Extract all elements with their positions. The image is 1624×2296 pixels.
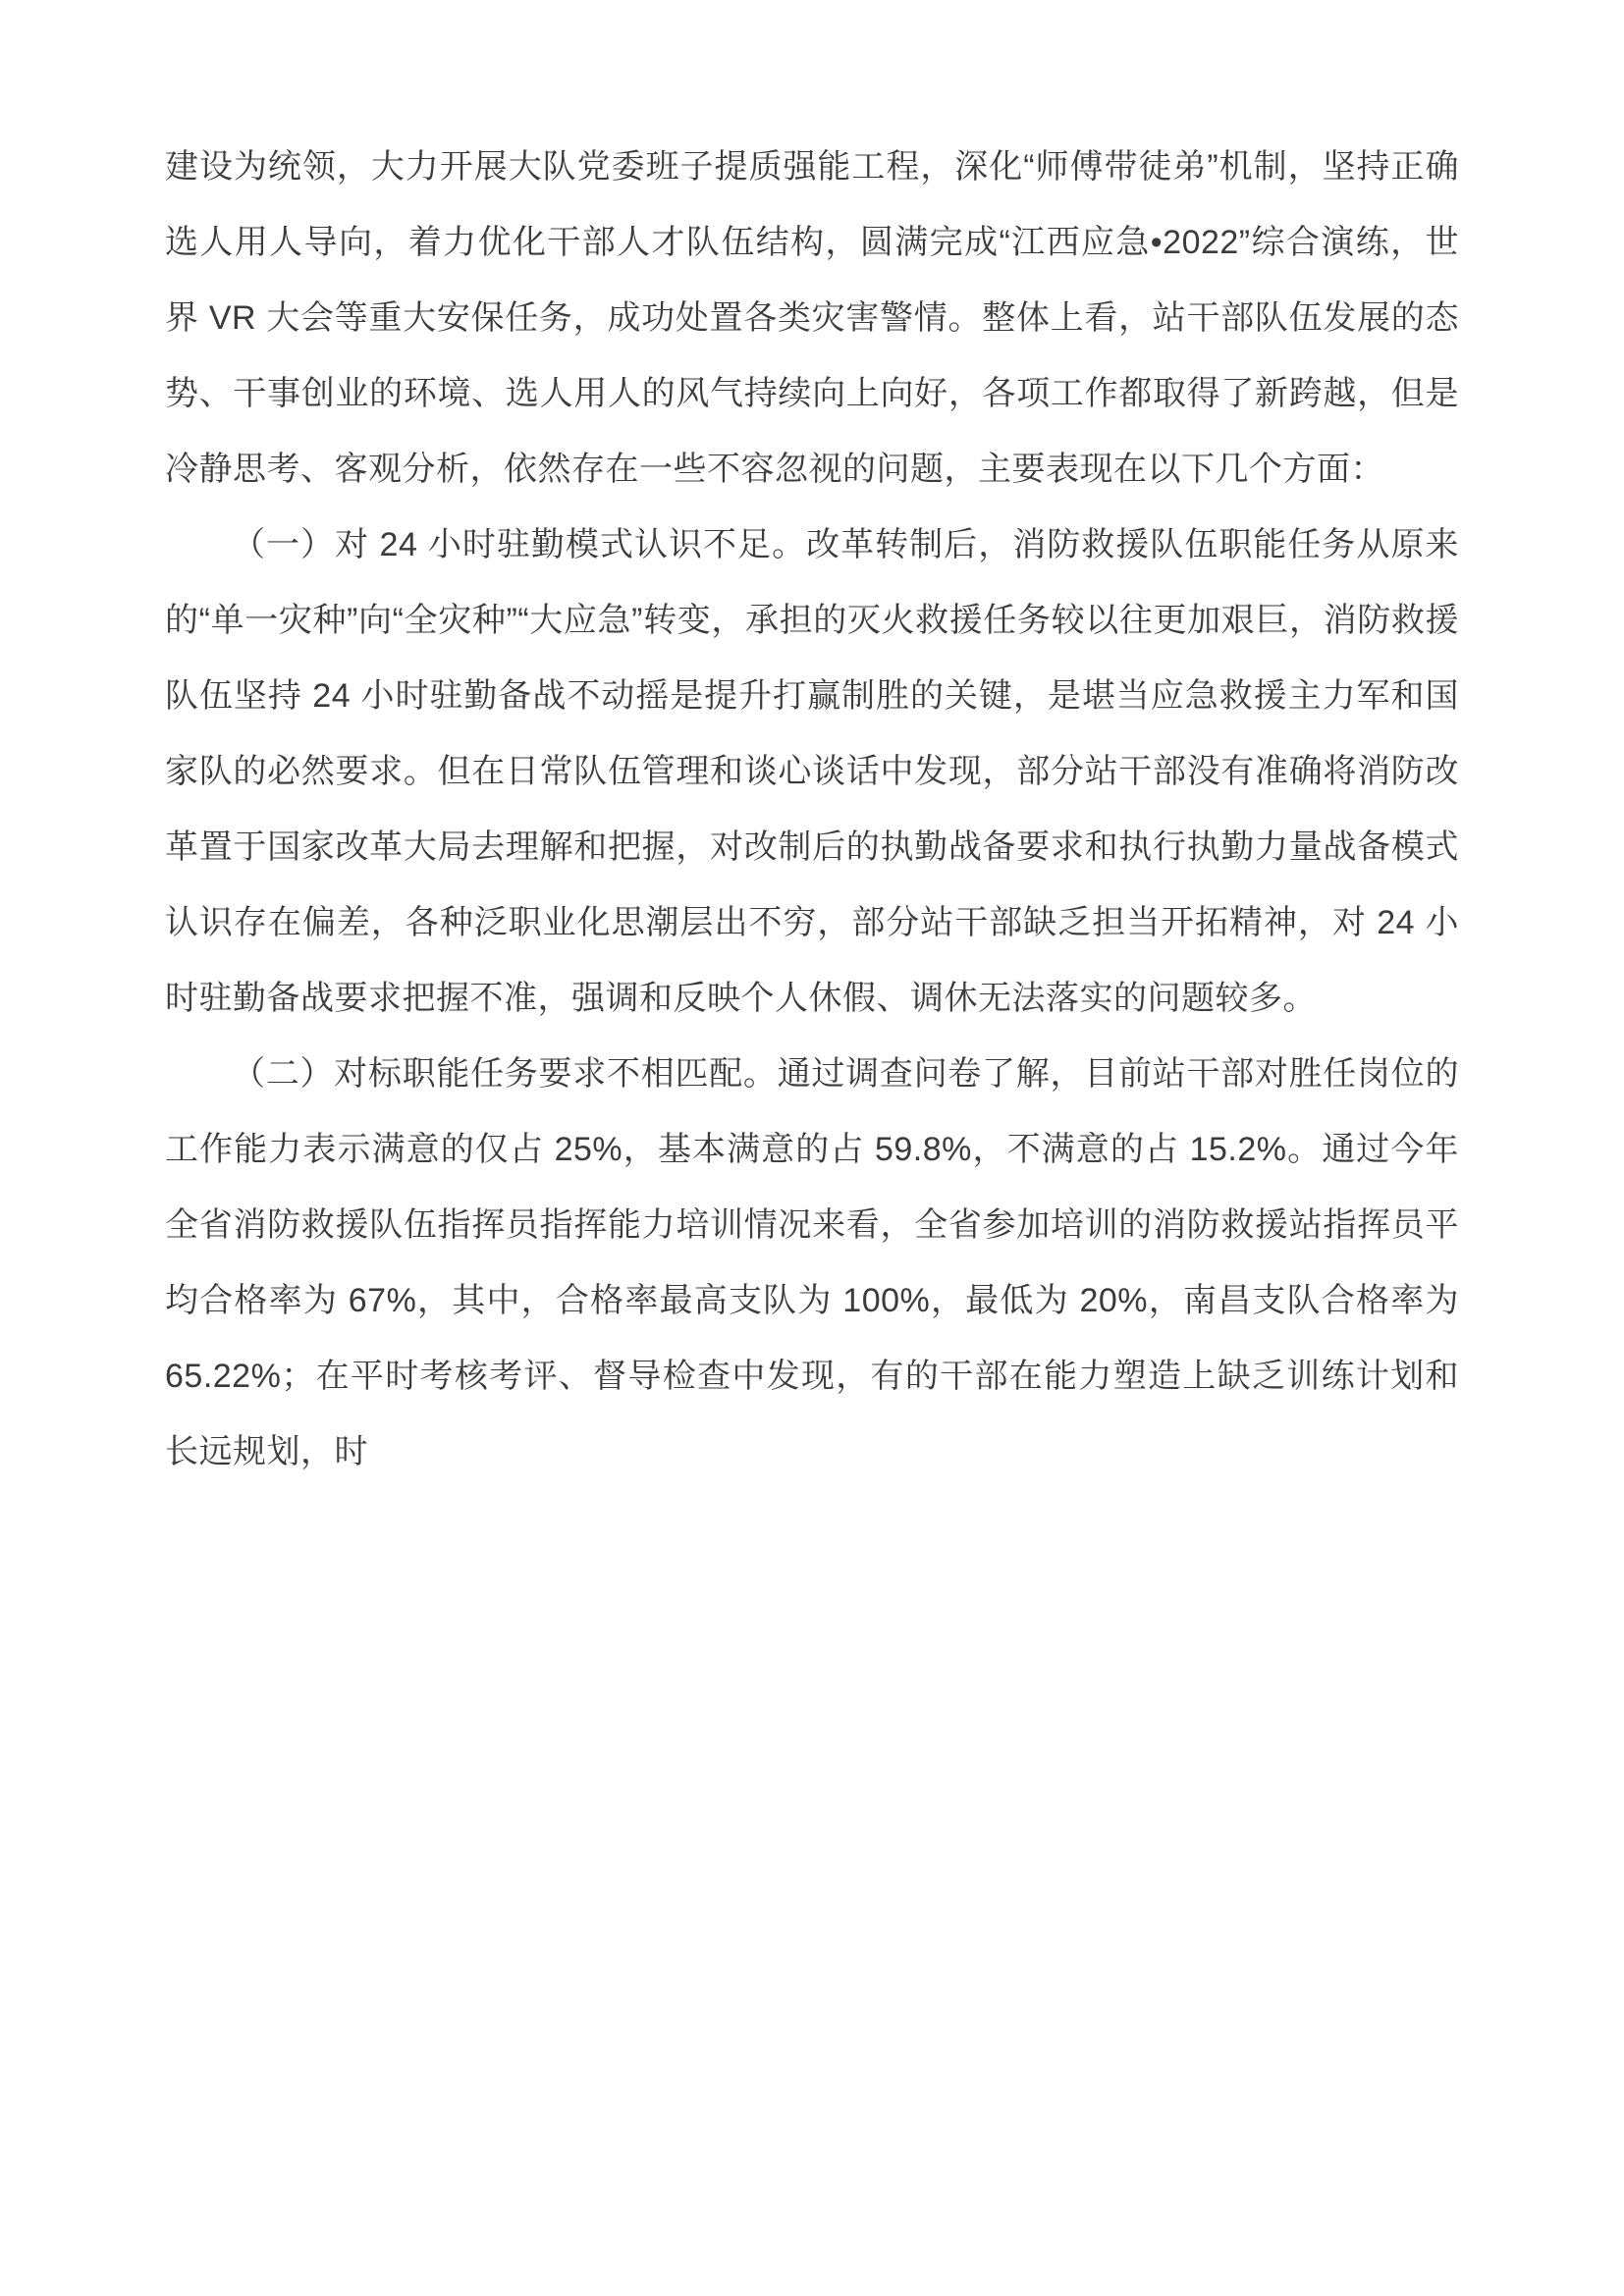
paragraph-section-1: （一）对 24 小时驻勤模式认识不足。改革转制后，消防救援队伍职能任务从原来的“单一灾种”向“全灾种”“大应急”转变，承担的灭火救援任务较以往更加艰巨，消防救援队伍坚持 24 小时驻勤备战不动摇是提升打赢制胜的关键，是堪当应急救援主力军和国家队的必然要求。但在日常队伍管理和谈心谈话中发现，部分站干部没有准确将消防改革置于国家改革大局去理解和把握，对改制后的执勤战备要求和执行执勤力量战备模式认识存在偏差，各种泛职业化思潮层出不穷，部分站干部缺乏担当开拓精神，对 24 小时驻勤备战要求把握不准，强调和反映个人休假、调休无法落实的问题较多。 bbox=[165, 526, 1459, 1017]
paragraph-continuation: 建设为统领，大力开展大队党委班子提质强能工程，深化“师傅带徒弟”机制，坚持正确选人用人导向，着力优化干部人才队伍结构，圆满完成“江西应急•2022”综合演练，世界 VR 大会等重大安保任务，成功处置各类灾害警情。整体上看，站干部队伍发展的态势、干事创业的环境、选人用人的风气持续向上向好，各项工作都取得了新跨越，但是冷静思考、客观分析，依然存在一些不容忽视的问题，主要表现在以下几个方面： bbox=[165, 148, 1459, 488]
paragraph-section-2: （二）对标职能任务要求不相匹配。通过调查问卷了解，目前站干部对胜任岗位的工作能力表示满意的仅占 25%，基本满意的占 59.8%，不满意的占 15.2%。通过今年全省消防救援队伍指挥员指挥能力培训情况来看，全省参加培训的消防救援站指挥员平均合格率为 67%，其中，合格率最高支队为 100%，最低为 20%，南昌支队合格率为 65.22%；在平时考核考评、督导检查中发现，有的干部在能力塑造上缺乏训练计划和长远规划，时 bbox=[165, 1055, 1459, 1470]
